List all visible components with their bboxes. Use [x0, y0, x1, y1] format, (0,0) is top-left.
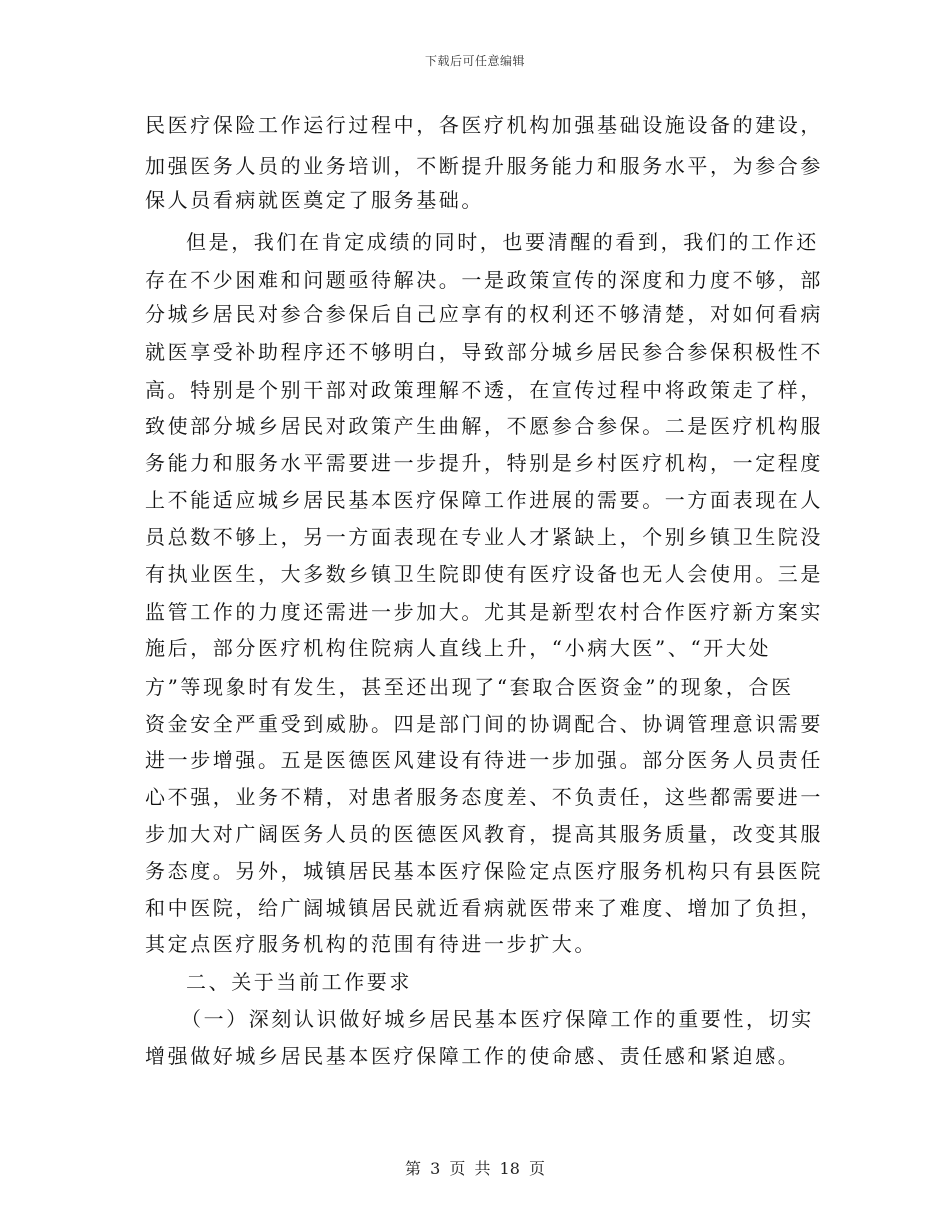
text-line: 增强做好城乡居民基本医疗保障工作的使命感、责任感和紧迫感。 [145, 1044, 801, 1068]
text-line: 上不能适应城乡居民基本医疗保障工作进展的需要。一方面表现在人 [145, 488, 823, 512]
text-line: 施后，部分医疗机构住院病人直线上升，“小病大医”、“开大处 [145, 636, 772, 660]
text-line: 务能力和服务水平需要进一步提升，特别是乡村医疗机构，一定程度 [145, 451, 823, 475]
text-line: 心不强，业务不精，对患者服务态度差、不负责任，这些都需要进一 [145, 785, 823, 809]
text-line: 致使部分城乡居民对政策产生曲解，不愿参合参保。二是医疗机构服 [145, 414, 823, 438]
text-line: 方”等现象时有发生，甚至还出现了“套取合医资金”的现象，合医 [145, 675, 794, 699]
text-line: 步加大对广阔医务人员的医德医风教育，提高其服务质量，改变其服 [145, 822, 823, 846]
text-line: 员总数不够上，另一方面表现在专业人才紧缺上，个别乡镇卫生院没 [145, 525, 823, 549]
text-line: 加强医务人员的业务培训，不断提升服务能力和服务水平，为参合参 [145, 154, 823, 178]
page-number: 第 3 页 共 18 页 [405, 1159, 545, 1178]
text-line: 但是，我们在肯定成绩的同时，也要清醒的看到，我们的工作还 [186, 230, 819, 254]
text-line: 进一步增强。五是医德医风建设有待进一步加强。部分医务人员责任 [145, 748, 823, 772]
text-line: 存在不少困难和问题亟待解决。一是政策宣传的深度和力度不够，部 [145, 268, 823, 292]
page-header: 下载后可任意编辑 [424, 54, 525, 68]
text-line: 其定点医疗服务机构的范围有待进一步扩大。 [145, 932, 597, 956]
text-line: 有执业医生，大多数乡镇卫生院即使有医疗设备也无人会使用。三是 [145, 562, 823, 586]
text-line: 高。特别是个别干部对政策理解不透，在宣传过程中将政策走了样， [145, 378, 823, 402]
text-line: 资金安全严重受到威胁。四是部门间的协调配合、协调管理意识需要 [145, 712, 823, 736]
section-heading: 二、关于当前工作要求 [186, 970, 412, 994]
text-line: 分城乡居民对参合参保后自己应享有的权利还不够清楚，对如何看病 [145, 302, 823, 326]
text-line: 民医疗保险工作运行过程中，各医疗机构加强基础设施设备的建设， [145, 113, 823, 137]
text-line: 务态度。另外，城镇居民基本医疗保险定点医疗服务机构只有县医院 [145, 859, 823, 883]
text-line: 监管工作的力度还需进一步加大。尤其是新型农村合作医疗新方案实 [145, 600, 823, 624]
text-line: 保人员看病就医奠定了服务基础。 [145, 188, 484, 212]
text-line: （一）深刻认识做好城乡居民基本医疗保障工作的重要性，切实 [181, 1007, 814, 1031]
text-line: 和中医院，给广阔城镇居民就近看病就医带来了难度、增加了负担， [145, 896, 823, 920]
text-line: 就医享受补助程序还不够明白，导致部分城乡居民参合参保积极性不 [145, 340, 823, 364]
